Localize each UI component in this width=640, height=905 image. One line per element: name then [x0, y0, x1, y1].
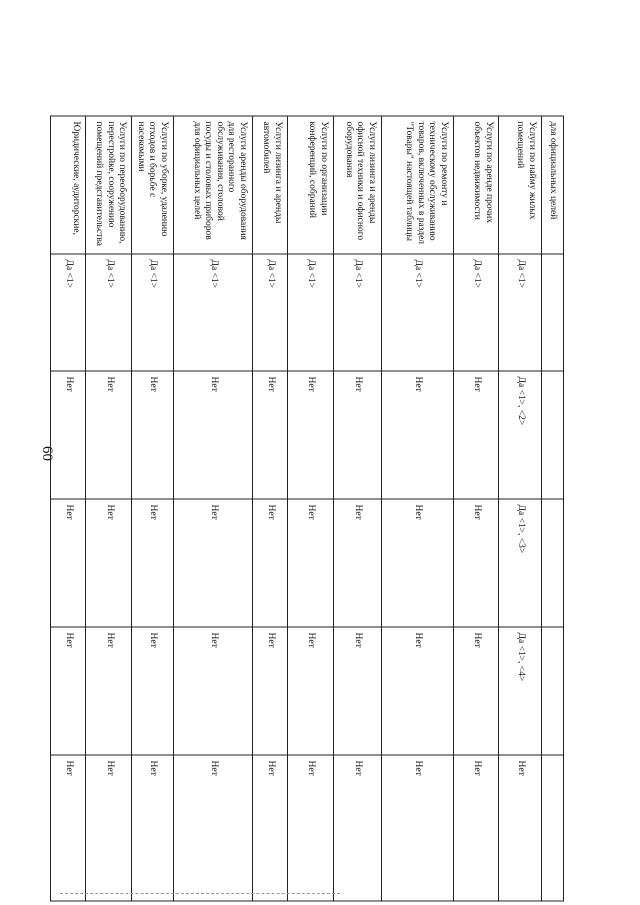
table-row	[253, 116, 288, 901]
value-cell: Нет	[288, 371, 334, 499]
service-cell: Услуги по найму жилых помещений	[499, 116, 542, 254]
value-cell: Да <1>	[499, 254, 542, 371]
service-cell: Услуги лизинга и аренды офисной техники и офисного оборудования	[334, 116, 382, 254]
value-cell: Нет	[86, 755, 132, 901]
value-cell: Нет	[253, 627, 288, 755]
value-cell: Нет	[253, 371, 288, 499]
value-cell: Да <1>, <3>	[499, 499, 542, 627]
page-number-text: 60	[38, 445, 55, 461]
table-row	[499, 116, 542, 901]
table-row	[288, 116, 334, 901]
value-cell: Нет	[454, 755, 499, 901]
value-cell: Да <1>	[132, 254, 174, 371]
header-cell-empty	[542, 371, 564, 499]
header-cell-empty	[542, 755, 564, 901]
value-cell: Нет	[253, 755, 288, 901]
table-row	[86, 116, 132, 901]
service-cell: Услуги лизинга и аренды автомобилей	[253, 116, 288, 254]
value-cell: Да <1>	[288, 254, 334, 371]
value-cell: Да <1>	[51, 254, 86, 371]
services-table	[50, 115, 564, 901]
header-cell-empty	[542, 254, 564, 371]
value-cell: Нет	[174, 627, 253, 755]
service-cell: Услуги по ремонту и техническому обслуживанию товаров, включенных в раздел "Товары" настоящей таблицы	[382, 116, 454, 254]
table-row	[382, 116, 454, 901]
value-cell: Нет	[334, 499, 382, 627]
rotated-table-container	[56, 115, 564, 900]
value-cell: Да <1>, <2>	[499, 371, 542, 499]
value-cell: Нет	[51, 371, 86, 499]
value-cell: Нет	[288, 627, 334, 755]
value-cell: Нет	[253, 499, 288, 627]
value-cell: Нет	[288, 755, 334, 901]
table-row	[174, 116, 253, 901]
value-cell: Нет	[454, 499, 499, 627]
table-row	[51, 116, 86, 901]
value-cell: Да <1>	[454, 254, 499, 371]
value-cell: Нет	[382, 755, 454, 901]
value-cell: Нет	[51, 499, 86, 627]
table-row	[454, 116, 499, 901]
service-cell: Услуги по переоборудованию, перестройке, сооружению помещений представительства	[86, 116, 132, 254]
value-cell: Нет	[454, 371, 499, 499]
value-cell: Нет	[174, 499, 253, 627]
value-cell: Нет	[334, 371, 382, 499]
value-cell: Да <1>, <4>	[499, 627, 542, 755]
service-cell: Услуги аренды оборудования для ресторанного обслуживания, столовой посуды и столовых приборов для официальных целей	[174, 116, 253, 254]
table-row	[132, 116, 174, 901]
value-cell: Нет	[132, 371, 174, 499]
value-cell: Нет	[288, 499, 334, 627]
value-cell: Нет	[499, 755, 542, 901]
header-cell-empty	[542, 499, 564, 627]
header-cell: для официальных целей	[542, 116, 564, 254]
value-cell: Да <1>	[174, 254, 253, 371]
value-cell: Нет	[174, 371, 253, 499]
value-cell: Нет	[382, 499, 454, 627]
service-cell: Юридические, аудиторские,	[51, 116, 86, 254]
header-cell-empty	[542, 627, 564, 755]
value-cell: Нет	[334, 627, 382, 755]
bottom-divider	[60, 893, 340, 894]
value-cell: Нет	[454, 627, 499, 755]
service-cell: Услуги по аренде прочих объектов недвижимости	[454, 116, 499, 254]
value-cell: Нет	[86, 499, 132, 627]
value-cell: Да <1>	[382, 254, 454, 371]
service-cell: Услуги по организации конференций, собраний	[288, 116, 334, 254]
value-cell: Да <1>	[334, 254, 382, 371]
value-cell: Нет	[174, 755, 253, 901]
value-cell: Да <1>	[86, 254, 132, 371]
value-cell: Нет	[382, 627, 454, 755]
value-cell: Нет	[51, 755, 86, 901]
value-cell: Нет	[334, 755, 382, 901]
table-row	[334, 116, 382, 901]
value-cell: Нет	[132, 499, 174, 627]
table-header-row	[542, 116, 564, 901]
value-cell: Нет	[51, 627, 86, 755]
value-cell: Нет	[132, 755, 174, 901]
value-cell: Нет	[382, 371, 454, 499]
service-cell: Услуги по уборке, удалению отходов и борьбе с насекомыми	[132, 116, 174, 254]
value-cell: Да <1>	[253, 254, 288, 371]
value-cell: Нет	[86, 371, 132, 499]
value-cell: Нет	[132, 627, 174, 755]
value-cell: Нет	[86, 627, 132, 755]
